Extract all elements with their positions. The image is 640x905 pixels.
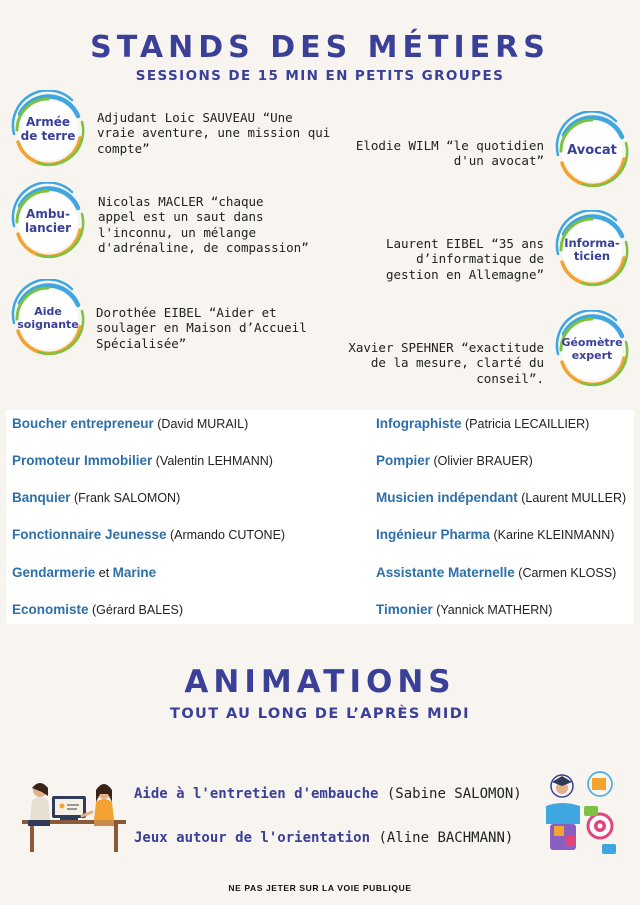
page-subtitle: SESSIONS DE 15 MIN EN PETITS GROUPES: [135, 68, 505, 84]
job-item: Promoteur Immobilier (Valentin LEHMANN): [12, 453, 273, 468]
job-item: Fonctionnaire Jeunesse (Armando CUTONE): [12, 527, 286, 542]
animation-item: Jeux autour de l'orientation (Aline BACHMANN): [134, 830, 514, 846]
quote-aide-soignante: Dorothée EIBEL “Aider et soulager en Maison d’Accueil Spécialisée”: [96, 305, 307, 351]
badge-ambulancier: [8, 182, 88, 262]
badge-label: Armée de terre: [20, 115, 76, 143]
animations-subtitle: TOUT AU LONG DE L’APRÈS MIDI: [170, 706, 470, 722]
job-item: Pompier (Olivier BRAUER): [376, 453, 533, 468]
quote-informaticien: Laurent EIBEL “35 ans d’informatique de gestion en Allemagne”: [385, 236, 544, 282]
page-title: STANDS DES MÉTIERS: [90, 30, 550, 65]
jobs-panel: [6, 410, 634, 624]
animations-title: ANIMATIONS: [184, 664, 456, 700]
job-item: Musicien indépendant (Laurent MULLER): [376, 490, 627, 505]
quote-avocat: Elodie WILM “le quotidien d'un avocat”: [355, 138, 544, 169]
badge-avocat: [552, 111, 632, 191]
badge-geometre: [552, 310, 632, 390]
quote-armee: Adjudant Loic SAUVEAU “Une vraie aventure, une mission qui compte”: [97, 110, 331, 156]
job-item: Boucher entrepreneur (David MURAIL): [12, 416, 249, 431]
quote-ambulancier: Nicolas MACLER “chaque appel est un saut dans l'inconnu, un mélange d'adrénaline, de compassion”: [98, 194, 309, 255]
badge-label: Avocat: [567, 142, 617, 158]
badge-aide-soignante: [8, 279, 88, 359]
job-item: Ingénieur Pharma (Karine KLEINMANN): [376, 527, 615, 542]
interview-illustration-icon: [22, 776, 126, 854]
job-item: Economiste (Gérard BALES): [12, 602, 184, 617]
badge-label: Géomètre expert: [561, 336, 623, 362]
badge-armee: [8, 90, 88, 170]
badge-label: Ambu- lancier: [24, 207, 72, 235]
orientation-puzzle-icon: [540, 770, 622, 858]
job-item: Timonier (Yannick MATHERN): [376, 602, 553, 617]
job-item: Gendarmerie et Marine: [12, 565, 157, 580]
job-item: Assistante Maternelle (Carmen KLOSS): [376, 565, 617, 580]
footer-note: NE PAS JETER SUR LA VOIE PUBLIQUE: [228, 883, 412, 893]
animation-item: Aide à l'entretien d'embauche (Sabine SALOMON): [134, 786, 522, 802]
job-item: Banquier (Frank SALOMON): [12, 490, 181, 505]
badge-label: Informa- ticien: [564, 235, 620, 263]
badge-informaticien: [552, 210, 632, 290]
job-item: Infographiste (Patricia LECAILLIER): [376, 416, 590, 431]
badge-label: Aide soignante: [17, 305, 79, 331]
quote-geometre: Xavier SPEHNER “exactitude de la mesure, clarté du conseil”.: [348, 340, 544, 386]
